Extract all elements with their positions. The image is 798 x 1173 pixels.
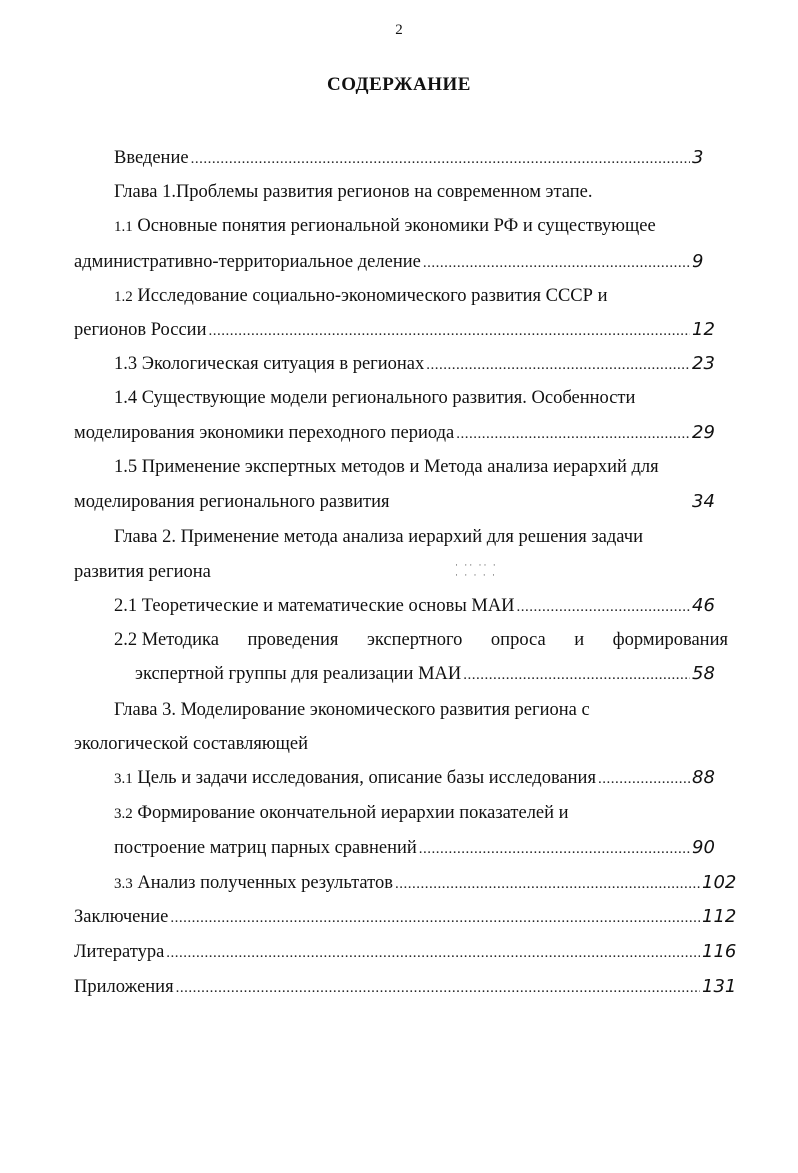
leader-dots [170, 906, 700, 930]
toc-entry-text: Приложения [74, 977, 174, 997]
toc-entry-text: 2.1 Теоретические и математические основы МАИ [114, 596, 515, 616]
toc-page-number: 23 [692, 353, 715, 374]
toc-entry-text [114, 766, 596, 791]
section-number: 1.1 [114, 219, 133, 235]
toc-page-number: 9 [692, 251, 704, 272]
word: формирования [612, 630, 728, 650]
section-title: Анализ полученных результатов [137, 873, 393, 893]
page-title: СОДЕРЖАНИЕ [327, 74, 471, 95]
toc-section-1-4-line1: 1.4 Существующие модели регионального развития. Особенности [114, 388, 636, 408]
word: экспертного [366, 630, 463, 650]
toc-page-number: 34 [692, 491, 715, 512]
toc-page-number: 29 [692, 422, 715, 443]
word: 2.2 Методика [114, 630, 219, 650]
word: опроса [490, 630, 546, 650]
toc-section-1-2-line2 [74, 318, 728, 343]
leader-dots [463, 663, 690, 687]
toc-page-number: 90 [692, 837, 715, 858]
toc-section-1-2-line1 [114, 284, 607, 309]
leader-dots [191, 147, 690, 171]
leader-dots [423, 251, 690, 275]
leader-dots [426, 353, 690, 377]
leader-dots [517, 595, 690, 619]
toc-entry-text: построение матриц парных сравнений [114, 838, 417, 858]
leader-dots [166, 941, 700, 965]
toc-section-1-4-line2 [74, 421, 728, 446]
toc-page-number: 102 [702, 872, 737, 893]
toc-section-3-2-line2 [114, 836, 728, 861]
toc-page-number: 46 [692, 595, 715, 616]
toc-entry-text: Введение [114, 148, 189, 168]
toc-chapter-3-line1: Глава 3. Моделирование экономического развития региона с [114, 700, 590, 720]
toc-entry-text: административно-территориальное деление [74, 252, 421, 272]
leader-dots [176, 976, 700, 1000]
toc-section-2-2-line1 [114, 628, 728, 652]
toc-entry-text: регионов России [74, 320, 207, 340]
toc-entry-text: Литература [74, 942, 165, 962]
toc-section-1-1-line1 [114, 214, 656, 239]
toc-chapter-2-line2: развития региона [74, 562, 211, 582]
toc-page-number: 112 [702, 906, 737, 927]
section-number: 3.3 [114, 876, 133, 892]
toc-entry-text: Заключение [74, 907, 169, 927]
toc-page-number: 12 [692, 319, 715, 340]
toc-section-3-2-line1 [114, 801, 569, 826]
toc-entry-intro [114, 146, 728, 171]
toc-section-2-2-line2 [135, 662, 728, 687]
page-number: 2 [395, 22, 403, 38]
leader-dots [208, 319, 690, 343]
toc-section-1-3 [114, 352, 728, 377]
section-number: 3.1 [114, 771, 133, 787]
leader-dots [456, 422, 690, 446]
toc-section-1-5-line1: 1.5 Применение экспертных методов и Метода анализа иерархий для [114, 457, 659, 477]
toc-section-3-3 [114, 871, 738, 896]
toc-entry-text: моделирования регионального развития [74, 492, 390, 512]
section-number: 3.2 [114, 806, 133, 822]
leader-dots [395, 872, 700, 896]
toc-page-number: 88 [692, 767, 715, 788]
toc-entry-text [114, 871, 393, 896]
toc-chapter-3-line2: экологической составляющей [74, 734, 309, 754]
section-number: 1.2 [114, 289, 133, 305]
toc-page-number: 3 [692, 147, 704, 168]
toc-entry-appendix [74, 975, 738, 1000]
section-title: Основные понятия региональной экономики РФ и существующее [137, 216, 656, 236]
toc-entry-literature [74, 940, 738, 965]
toc-chapter-1: Глава 1.Проблемы развития регионов на современном этапе. [114, 182, 593, 202]
word: и [574, 630, 585, 650]
leader-dots [419, 837, 690, 861]
toc-entry-text: экспертной группы для реализации МАИ [135, 664, 462, 684]
word: проведения [247, 630, 339, 650]
section-title: Формирование окончательной иерархии показателей и [137, 803, 569, 823]
toc-section-2-1 [114, 594, 728, 619]
toc-page-number: 58 [692, 663, 715, 684]
toc-page-number: 116 [702, 941, 737, 962]
toc-section-1-1-line2 [74, 250, 728, 275]
leader-dots [598, 767, 690, 791]
toc-entry-text: моделирования экономики переходного периода [74, 423, 455, 443]
toc-entry-conclusion [74, 905, 738, 930]
toc-section-3-1 [114, 766, 728, 791]
section-title: Цель и задачи исследования, описание базы исследования [137, 768, 596, 788]
toc-chapter-2-line1: Глава 2. Применение метода анализа иерархий для решения задачи [114, 527, 643, 547]
toc-page-number: 131 [702, 976, 737, 997]
section-title: Исследование социально-экономического развития СССР и [137, 286, 608, 306]
toc-section-1-5-line2 [74, 490, 728, 514]
toc-entry-text: 1.3 Экологическая ситуация в регионах [114, 354, 425, 374]
scan-smudge: · ·· ·· · · · · · · [455, 560, 498, 580]
